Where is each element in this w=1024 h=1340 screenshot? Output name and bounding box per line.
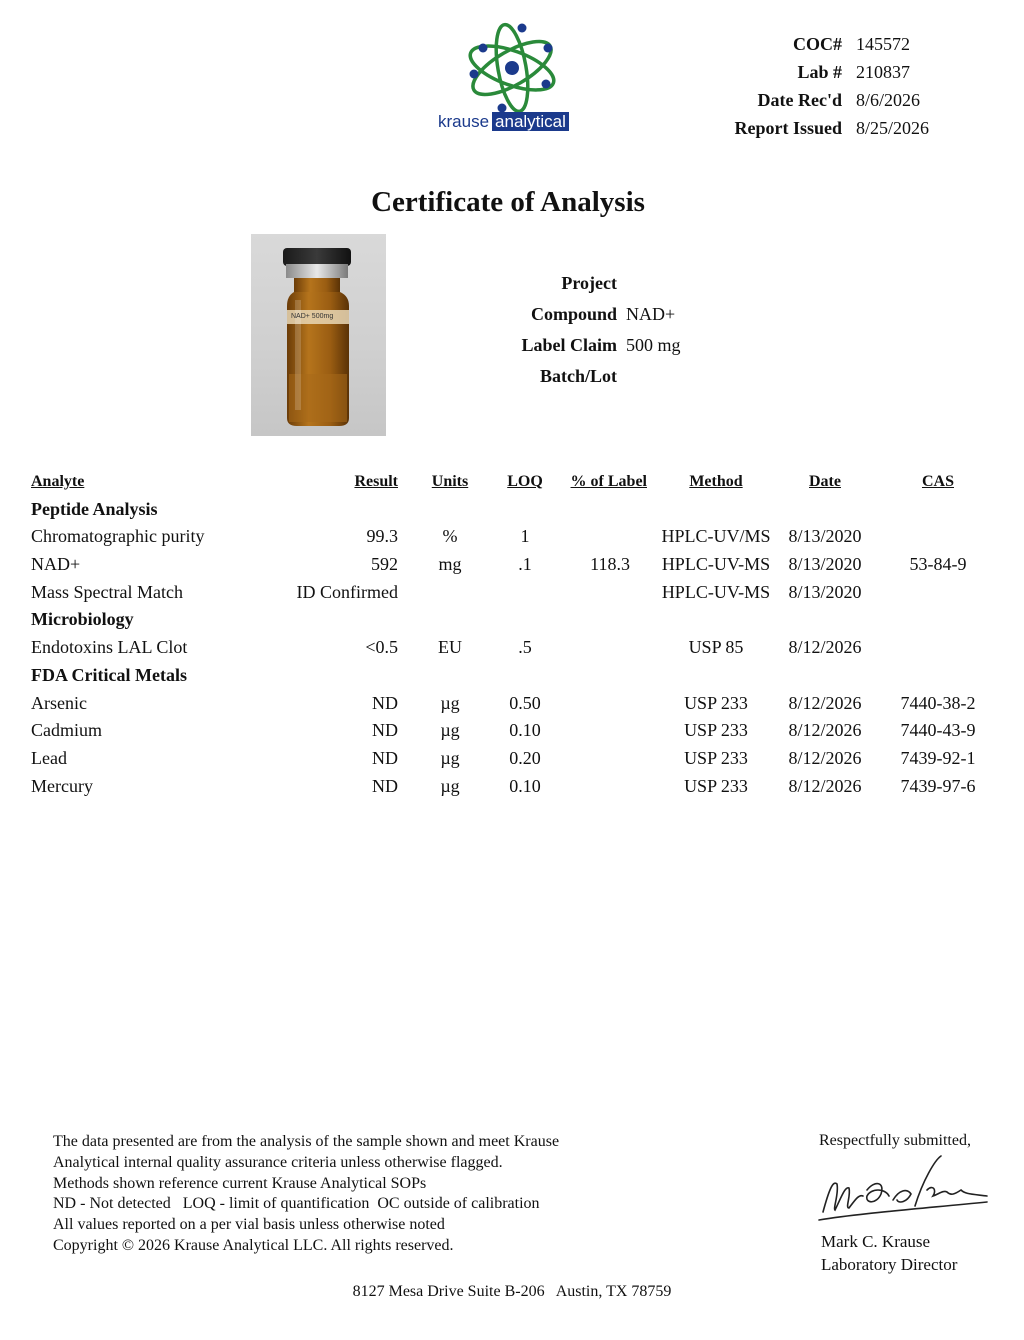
cell-analyte: Mercury bbox=[31, 775, 93, 796]
respectfully-submitted: Respectfully submitted, bbox=[819, 1132, 971, 1149]
cell-units: EU bbox=[438, 637, 462, 658]
cell-result: ND bbox=[372, 775, 398, 796]
table-row bbox=[0, 717, 1024, 745]
signer-title: Laboratory Director bbox=[821, 1255, 958, 1274]
cell-date: 8/12/2026 bbox=[788, 692, 862, 713]
section-title: FDA Critical Metals bbox=[31, 664, 187, 685]
table-header-row bbox=[0, 468, 1024, 496]
lab-number-label: Lab # bbox=[797, 61, 842, 82]
signer-name: Mark C. Krause bbox=[821, 1232, 931, 1251]
cell-units: µg bbox=[440, 692, 460, 713]
sample-vial-photo bbox=[251, 234, 386, 436]
label-claim-row bbox=[440, 330, 740, 361]
compound-value: NAD+ bbox=[626, 304, 676, 324]
footer-note: ND - Not detected LOQ - limit of quantification OC outside of calibration bbox=[53, 1195, 540, 1213]
cell-method: HPLC-UV-MS bbox=[661, 581, 771, 602]
logo-wordmark bbox=[438, 112, 569, 132]
lab-number-row bbox=[690, 58, 980, 86]
results-table bbox=[0, 468, 1024, 800]
cell-date: 8/13/2020 bbox=[788, 581, 862, 602]
atom-icon bbox=[436, 22, 596, 117]
signature-image bbox=[815, 1150, 990, 1230]
cell-method: USP 85 bbox=[688, 637, 744, 658]
footer-note: The data presented are from the analysis of the sample shown and meet Krause bbox=[53, 1133, 560, 1150]
table-row bbox=[0, 579, 1024, 607]
cell-result: 99.3 bbox=[366, 526, 398, 547]
table-body bbox=[0, 496, 1024, 801]
cell-cas: 53-84-9 bbox=[909, 554, 967, 575]
cell-units: mg bbox=[438, 554, 462, 575]
table-row bbox=[0, 634, 1024, 662]
report-issued-value: 8/25/2026 bbox=[856, 117, 930, 138]
project-row bbox=[440, 268, 740, 299]
cell-units: % bbox=[442, 526, 458, 547]
coc-label: COC# bbox=[793, 33, 842, 54]
krause-analytical-logo bbox=[436, 22, 596, 142]
header-result: Result bbox=[354, 473, 398, 490]
cell-units: µg bbox=[440, 747, 460, 768]
cell-cas: 7440-38-2 bbox=[900, 692, 976, 713]
cell-analyte: NAD+ bbox=[31, 554, 81, 575]
footer-note: Methods shown reference current Krause Analytical SOPs bbox=[53, 1174, 427, 1192]
header-units: Units bbox=[431, 473, 469, 490]
cell-date: 8/13/2020 bbox=[788, 554, 862, 575]
cell-result: 592 bbox=[371, 554, 398, 575]
batch-lot-row bbox=[440, 361, 740, 392]
compound-row bbox=[440, 299, 740, 330]
footer-note: All values reported on a per vial basis unless otherwise noted bbox=[53, 1216, 445, 1234]
cell-date: 8/12/2026 bbox=[788, 720, 862, 741]
logo-word-krause: krause bbox=[438, 112, 490, 131]
header-pct-label: % of Label bbox=[570, 473, 647, 490]
label-claim-value: 500 mg bbox=[626, 335, 681, 355]
cell-date: 8/13/2020 bbox=[788, 526, 862, 547]
footer-note: Analytical internal quality assurance criteria unless otherwise flagged. bbox=[53, 1153, 503, 1171]
signer-block bbox=[821, 1230, 957, 1276]
cell-method: HPLC-UV/MS bbox=[661, 526, 771, 547]
coc-value: 145572 bbox=[856, 33, 910, 54]
table-row bbox=[0, 745, 1024, 773]
date-received-value: 8/6/2026 bbox=[856, 89, 921, 110]
cell-method: USP 233 bbox=[684, 775, 748, 796]
header-info bbox=[690, 30, 980, 142]
cell-loq: 0.50 bbox=[509, 692, 541, 713]
project-label: Project bbox=[561, 273, 617, 293]
label-claim-label: Label Claim bbox=[521, 335, 617, 355]
cell-date: 8/12/2026 bbox=[788, 775, 862, 796]
cell-analyte: Lead bbox=[31, 747, 67, 768]
cell-method: USP 233 bbox=[684, 720, 748, 741]
section-title: Microbiology bbox=[31, 609, 134, 630]
date-received-row bbox=[690, 86, 980, 114]
lab-address: 8127 Mesa Drive Suite B-206 Austin, TX 78759 bbox=[352, 1283, 672, 1300]
project-info bbox=[440, 268, 740, 392]
table-row bbox=[0, 773, 1024, 801]
footer-note: Copyright © 2026 Krause Analytical LLC. All rights reserved. bbox=[53, 1236, 454, 1254]
section-title: Peptide Analysis bbox=[31, 498, 158, 519]
cell-cas: 7440-43-9 bbox=[900, 720, 976, 741]
cell-result: ID Confirmed bbox=[296, 581, 398, 602]
cell-loq: .1 bbox=[518, 554, 532, 575]
cell-analyte: Mass Spectral Match bbox=[31, 581, 183, 602]
vial-illustration bbox=[251, 234, 386, 436]
cell-result: ND bbox=[372, 720, 398, 741]
cell-loq: 0.20 bbox=[509, 747, 541, 768]
cell-method: USP 233 bbox=[684, 747, 748, 768]
cell-analyte: Chromatographic purity bbox=[31, 526, 205, 547]
cell-date: 8/12/2026 bbox=[788, 747, 862, 768]
table-row bbox=[0, 690, 1024, 718]
cell-loq: 0.10 bbox=[509, 775, 541, 796]
header-loq: LOQ bbox=[507, 473, 543, 490]
cell-analyte: Arsenic bbox=[31, 692, 87, 713]
cell-cas: 7439-97-6 bbox=[900, 775, 976, 796]
lab-number-value: 210837 bbox=[856, 61, 910, 82]
cell-loq: 0.10 bbox=[509, 720, 541, 741]
table-section-header bbox=[0, 662, 1024, 690]
table-section-header bbox=[0, 496, 1024, 524]
table-section-header bbox=[0, 606, 1024, 634]
footer-notes bbox=[53, 1132, 673, 1257]
cell-loq: 1 bbox=[520, 526, 530, 547]
vial-label-text: NAD+ 500mg bbox=[291, 313, 334, 320]
cell-cas: 7439-92-1 bbox=[900, 747, 976, 768]
cell-analyte: Cadmium bbox=[31, 720, 102, 741]
cell-result: ND bbox=[372, 692, 398, 713]
header-date: Date bbox=[809, 473, 841, 490]
cell-units: µg bbox=[440, 775, 460, 796]
cell-result: <0.5 bbox=[365, 637, 398, 658]
cell-loq: .5 bbox=[518, 637, 532, 658]
report-issued-row bbox=[690, 114, 980, 142]
cell-units: µg bbox=[440, 720, 460, 741]
logo-word-analytical: analytical bbox=[492, 112, 569, 131]
coc-row bbox=[690, 30, 980, 58]
document-title: Certificate of Analysis bbox=[371, 186, 645, 218]
cell-analyte: Endotoxins LAL Clot bbox=[31, 637, 188, 658]
cell-pct-label: 118.3 bbox=[590, 554, 630, 575]
header-analyte: Analyte bbox=[31, 473, 85, 490]
header-cas: CAS bbox=[921, 473, 954, 490]
cell-method: HPLC-UV-MS bbox=[661, 554, 771, 575]
table-row bbox=[0, 551, 1024, 579]
compound-label: Compound bbox=[530, 304, 617, 324]
date-received-label: Date Rec'd bbox=[757, 89, 842, 110]
cell-method: USP 233 bbox=[684, 692, 748, 713]
cell-date: 8/12/2026 bbox=[788, 637, 862, 658]
report-issued-label: Report Issued bbox=[734, 117, 842, 138]
batch-lot-label: Batch/Lot bbox=[539, 366, 617, 386]
cell-result: ND bbox=[372, 747, 398, 768]
header-method: Method bbox=[689, 473, 743, 490]
table-row bbox=[0, 523, 1024, 551]
